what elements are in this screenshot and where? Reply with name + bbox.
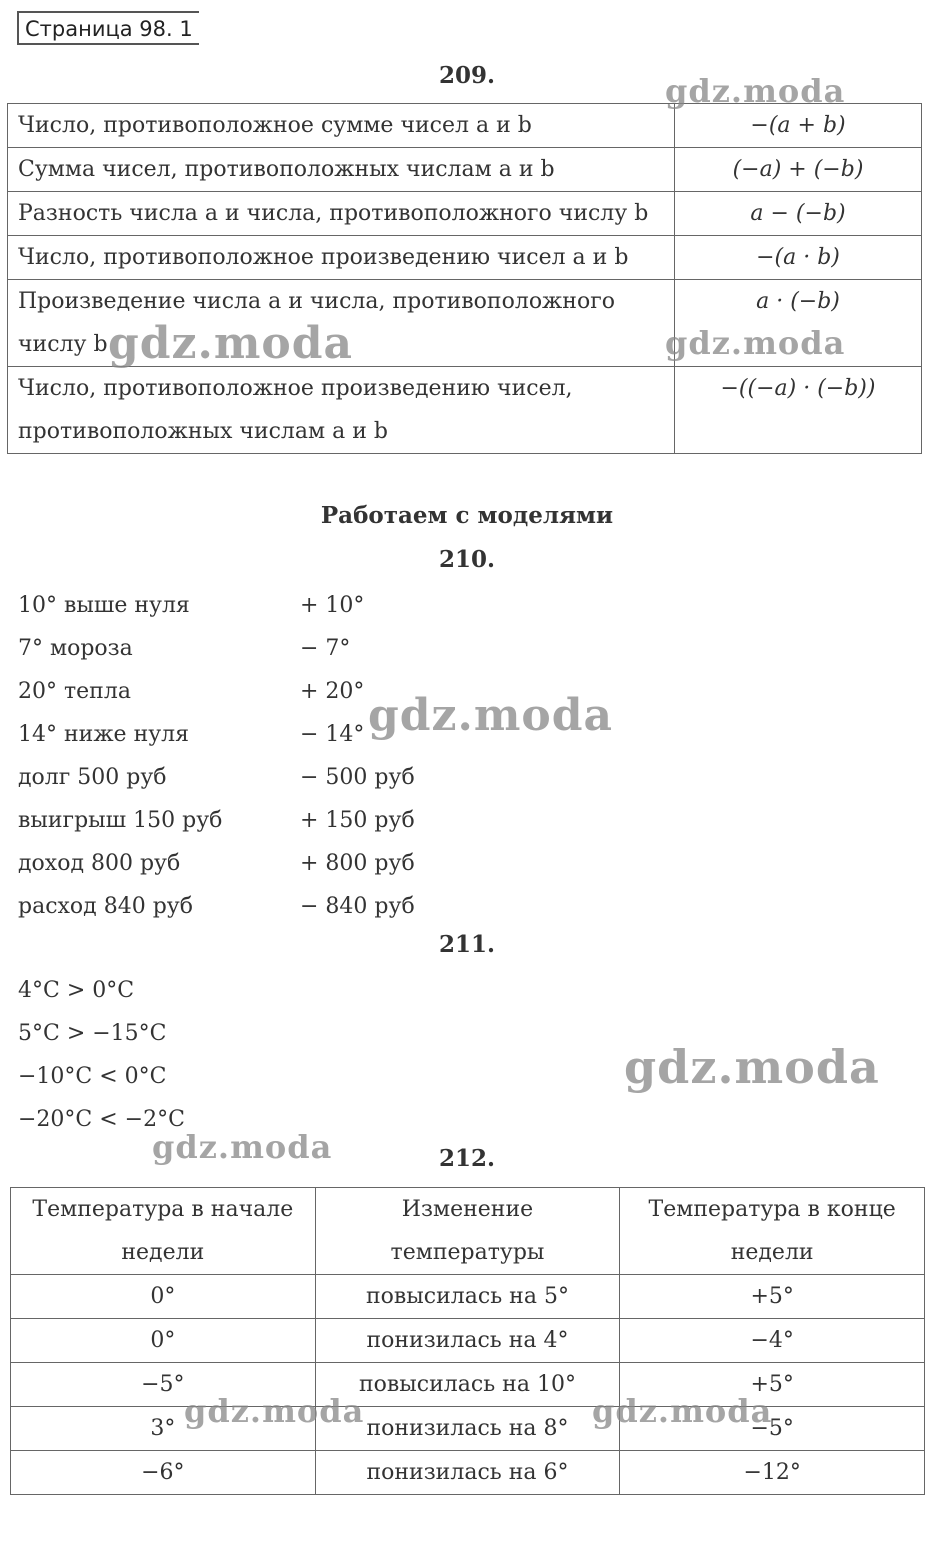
list-item <box>18 799 415 842</box>
table-header-cell: Температура в конце недели <box>620 1188 925 1275</box>
table-cell-text: Число, противоположное произведению чисел a и b <box>8 236 675 280</box>
table-cell-text: Произведение числа a и числа, противоположного числу b <box>8 280 675 367</box>
list-item-right: + 10° <box>300 593 365 618</box>
list-item-left: 10° выше нуля <box>18 593 190 618</box>
table-cell: +5° <box>620 1275 925 1319</box>
task-212-number: 212. <box>438 1145 496 1172</box>
list-item-right: − 7° <box>300 636 351 661</box>
watermark: gdz.moda <box>152 1128 333 1166</box>
table-cell: −6° <box>11 1451 316 1495</box>
list-item-left: 14° ниже нуля <box>18 722 190 747</box>
table-cell: 0° <box>11 1275 316 1319</box>
list-item: −10°C < 0°C <box>18 1064 167 1089</box>
table-cell-expression: (−a) + (−b) <box>675 148 922 192</box>
watermark: gdz.moda <box>665 324 846 362</box>
table-row <box>8 280 922 367</box>
table-row <box>11 1451 925 1495</box>
table-header-cell: Температура в начале недели <box>11 1188 316 1275</box>
table-cell: −4° <box>620 1319 925 1363</box>
table-cell: −12° <box>620 1451 925 1495</box>
table-cell: 3° <box>11 1407 316 1451</box>
table-row <box>11 1319 925 1363</box>
table-cell: понизилась на 6° <box>315 1451 620 1495</box>
watermark: gdz.moda <box>184 1392 365 1430</box>
list-item-left: 20° тепла <box>18 679 131 704</box>
table-cell: +5° <box>620 1363 925 1407</box>
list-item: −20°C < −2°C <box>18 1107 185 1132</box>
list-item-right: − 500 руб <box>300 765 415 790</box>
list-item-left: выигрыш 150 руб <box>18 808 223 833</box>
list-item-left: долг 500 руб <box>18 765 167 790</box>
list-item-right: + 150 руб <box>300 808 415 833</box>
watermark: gdz.moda <box>665 72 846 110</box>
list-item-right: + 800 руб <box>300 851 415 876</box>
task-211-list <box>18 969 185 1141</box>
table-cell-text: Число, противоположное произведению чисел, противоположных числам a и b <box>8 367 675 454</box>
table-cell: понизилась на 4° <box>315 1319 620 1363</box>
table-cell-text: Сумма чисел, противоположных числам a и b <box>8 148 675 192</box>
table-row <box>11 1363 925 1407</box>
task-211-number: 211. <box>438 931 496 958</box>
list-item-right: − 14° <box>300 722 365 747</box>
task-209-number: 209. <box>438 62 496 89</box>
table-row <box>8 104 922 148</box>
list-item <box>18 713 365 756</box>
list-item-right: − 840 руб <box>300 894 415 919</box>
table-row <box>8 367 922 454</box>
table-cell-expression: −(a · b) <box>675 236 922 280</box>
table-cell: повысилась на 10° <box>315 1363 620 1407</box>
table-cell-expression: a − (−b) <box>675 192 922 236</box>
section-title: Работаем с моделями <box>320 502 614 529</box>
table-cell-text: Разность числа a и числа, противоположного числу b <box>8 192 675 236</box>
table-row <box>8 236 922 280</box>
list-item-left: доход 800 руб <box>18 851 181 876</box>
table-row <box>8 192 922 236</box>
list-item-right: + 20° <box>300 679 365 704</box>
page-label: Страница 98. 1 <box>17 11 199 45</box>
list-item-left: расход 840 руб <box>18 894 193 919</box>
list-item <box>18 885 415 928</box>
table-cell-expression: −((−a) · (−b)) <box>675 367 922 454</box>
watermark: gdz.moda <box>368 690 614 741</box>
task-210-number: 210. <box>438 546 496 573</box>
table-header-cell: Изменение температуры <box>315 1188 620 1275</box>
table-row <box>11 1407 925 1451</box>
table-cell-expression: −(a + b) <box>675 104 922 148</box>
table-cell: повысилась на 5° <box>315 1275 620 1319</box>
table-cell-expression: a · (−b) <box>675 280 922 367</box>
list-item <box>18 627 351 670</box>
watermark: gdz.moda <box>592 1392 773 1430</box>
list-item: 4°C > 0°C <box>18 978 135 1003</box>
watermark: gdz.moda <box>624 1040 880 1094</box>
list-item: 5°C > −15°C <box>18 1021 167 1046</box>
watermark: gdz.moda <box>108 318 354 369</box>
table-cell-text: Число, противоположное сумме чисел a и b <box>8 104 675 148</box>
table-row <box>11 1275 925 1319</box>
table-cell: понизилась на 8° <box>315 1407 620 1451</box>
table-cell: −5° <box>11 1363 316 1407</box>
task-210-list <box>18 584 415 928</box>
list-item <box>18 584 365 627</box>
task-212-table <box>10 1187 925 1495</box>
list-item <box>18 842 415 885</box>
list-item-left: 7° мороза <box>18 636 133 661</box>
table-cell: 0° <box>11 1319 316 1363</box>
table-header-row <box>11 1188 925 1275</box>
table-cell: −5° <box>620 1407 925 1451</box>
list-item <box>18 670 365 713</box>
task-209-table <box>7 103 922 454</box>
list-item <box>18 756 415 799</box>
table-row <box>8 148 922 192</box>
